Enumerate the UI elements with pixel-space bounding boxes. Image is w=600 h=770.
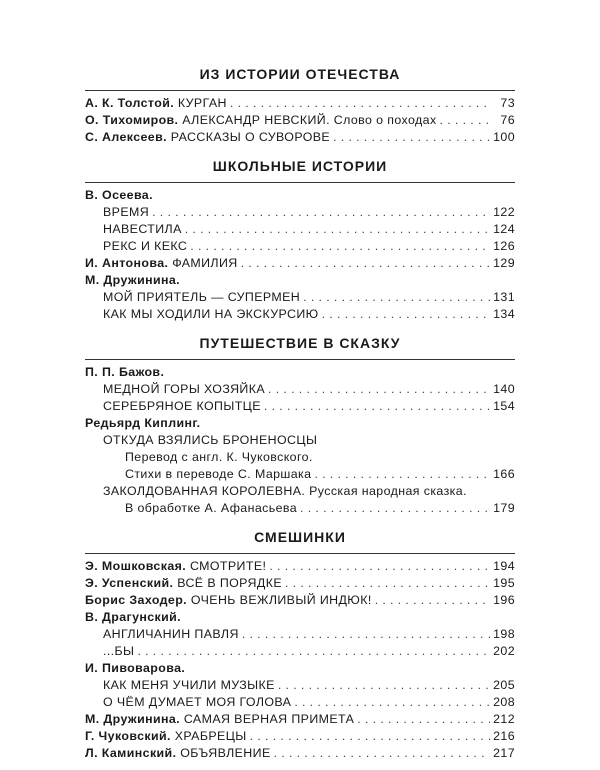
dot-leader: [190, 238, 490, 255]
dot-leader: [322, 306, 490, 323]
entry-title: САМАЯ ВЕРНАЯ ПРИМЕТА: [183, 712, 355, 726]
toc-entry[interactable]: [85, 558, 515, 575]
entry-text: [103, 221, 182, 238]
entry-author: Э. Мошковская.: [85, 559, 187, 573]
toc-entry[interactable]: [85, 694, 515, 711]
page-number: 216: [493, 729, 515, 743]
table-of-contents: [85, 62, 515, 770]
toc-entry[interactable]: [85, 204, 515, 221]
dot-leader: [440, 112, 490, 129]
entry-title: НАВЕСТИЛА: [103, 222, 182, 236]
page-number: 196: [493, 593, 515, 607]
entry-author: В. Осеева.: [85, 188, 153, 202]
entry-author: Редьярд Киплинг.: [85, 416, 201, 430]
section-title: ПУТЕШЕСТВИЕ В СКАЗКУ: [199, 335, 401, 351]
entry-text: [103, 694, 291, 711]
entry-text: [103, 204, 149, 221]
page-number: 140: [493, 382, 515, 396]
toc-entry[interactable]: [85, 677, 515, 694]
dot-leader: [300, 500, 490, 517]
entry-title: ...БЫ: [103, 644, 135, 658]
entry-title: ВСЁ В ПОРЯДКЕ: [177, 576, 282, 590]
page-number: 208: [493, 695, 515, 709]
author-heading: [85, 364, 515, 381]
entry-author: Э. Успенский.: [85, 576, 174, 590]
entry-note: В обработке А. Афанасьева: [125, 501, 298, 515]
dot-leader: [230, 95, 490, 112]
entry-text: [85, 416, 201, 430]
section-divider: [85, 359, 515, 360]
entry-text: [85, 112, 437, 129]
entry-author: И. Пивоварова.: [85, 661, 186, 675]
toc-entry: [85, 432, 515, 449]
dot-leader: [137, 643, 490, 660]
entry-note: Стихи в переводе С. Маршака: [125, 467, 312, 481]
entry-text: [85, 728, 247, 745]
entry-note: Перевод с англ. К. Чуковского.: [125, 450, 313, 464]
toc-section: [85, 331, 515, 517]
entry-title: ОБЪЯВЛЕНИЕ: [180, 746, 271, 760]
entry-author: Г. Чуковский.: [85, 729, 171, 743]
entry-title: ОЧЕНЬ ВЕЖЛИВЫЙ ИНДЮК!: [190, 593, 372, 607]
toc-entry[interactable]: [85, 500, 515, 517]
entry-title: КАК МЫ ХОДИЛИ НА ЭКСКУРСИЮ: [103, 307, 319, 321]
dot-leader: [333, 129, 490, 146]
toc-entry: [85, 449, 515, 466]
toc-entry[interactable]: [85, 221, 515, 238]
author-heading: [85, 609, 515, 626]
page-number: 122: [493, 205, 515, 219]
entry-author: С. Алексеев.: [85, 130, 167, 144]
entry-text: [103, 643, 134, 660]
entry-text: [103, 306, 319, 323]
toc-section: [85, 62, 515, 146]
entry-text: [85, 273, 180, 287]
page-number: 212: [493, 712, 515, 726]
entry-title: СЕРЕБРЯНОЕ КОПЫТЦЕ: [103, 399, 261, 413]
toc-entry[interactable]: [85, 626, 515, 643]
entry-title: ЗАКОЛДОВАННАЯ КОРОЛЕВНА. Русская народная сказка.: [103, 484, 467, 498]
page-number: 179: [493, 501, 515, 515]
entry-text: [85, 129, 330, 146]
entry-title: СМОТРИТЕ!: [189, 559, 267, 573]
author-heading: [85, 272, 515, 289]
entry-title: ХРАБРЕЦЫ: [174, 729, 247, 743]
section-divider: [85, 553, 515, 554]
dot-leader: [242, 626, 490, 643]
toc-entry[interactable]: [85, 466, 515, 483]
entry-author: М. Дружинина.: [85, 273, 181, 287]
dot-leader: [152, 204, 490, 221]
section-title: ШКОЛЬНЫЕ ИСТОРИИ: [212, 158, 388, 174]
entry-title: АНГЛИЧАНИН ПАВЛЯ: [103, 627, 239, 641]
dot-leader: [268, 381, 490, 398]
toc-section: [85, 154, 515, 323]
toc-entry[interactable]: [85, 711, 515, 728]
page-number: 195: [493, 576, 515, 590]
entry-text: [103, 238, 187, 255]
toc-entry[interactable]: [85, 728, 515, 745]
entry-author: Л. Каминский.: [85, 746, 177, 760]
entry-text: [125, 466, 311, 483]
entry-title: КУРГАН: [177, 96, 227, 110]
entry-title: О ЧЁМ ДУМАЕТ МОЯ ГОЛОВА: [103, 695, 292, 709]
entry-text: [85, 745, 271, 762]
entry-text: [103, 398, 261, 415]
toc-section: [85, 525, 515, 762]
dot-leader: [269, 558, 490, 575]
entry-text: [85, 575, 282, 592]
entry-text: [103, 433, 317, 447]
entry-title: ФАМИЛИЯ: [172, 256, 238, 270]
dot-leader: [375, 592, 490, 609]
dot-leader: [185, 221, 490, 238]
toc-entry[interactable]: [85, 129, 515, 146]
entry-text: [103, 626, 239, 643]
entry-author: М. Дружинина.: [85, 712, 181, 726]
section-divider: [85, 90, 515, 91]
entry-text: [85, 661, 185, 675]
toc-entry[interactable]: [85, 95, 515, 112]
entry-text: [103, 381, 265, 398]
dot-leader: [314, 466, 490, 483]
entry-text: [85, 610, 181, 624]
page-number: 194: [493, 559, 515, 573]
page-number: 129: [493, 256, 515, 270]
entry-text: [103, 677, 275, 694]
page-number: 100: [493, 130, 515, 144]
toc-entry[interactable]: [85, 255, 515, 272]
section-title: ИЗ ИСТОРИИ ОТЕЧЕСТВА: [199, 66, 401, 82]
dot-leader: [278, 677, 490, 694]
entry-text: [85, 255, 238, 272]
dot-leader: [285, 575, 490, 592]
page-number: 126: [493, 239, 515, 253]
toc-entry[interactable]: [85, 112, 515, 129]
author-heading: [85, 187, 515, 204]
entry-title: ОТКУДА ВЗЯЛИСЬ БРОНЕНОСЦЫ: [103, 433, 318, 447]
page-number: 131: [493, 290, 515, 304]
entry-title: МЕДНОЙ ГОРЫ ХОЗЯЙКА: [103, 382, 266, 396]
dot-leader: [294, 694, 490, 711]
entry-title: КАК МЕНЯ УЧИЛИ МУЗЫКЕ: [103, 678, 275, 692]
toc-entry[interactable]: [85, 289, 515, 306]
toc-entry[interactable]: [85, 745, 515, 762]
entry-author: И. Антонова.: [85, 256, 169, 270]
section-divider: [85, 182, 515, 183]
page-number: 154: [493, 399, 515, 413]
dot-leader: [241, 255, 490, 272]
page-number: 134: [493, 307, 515, 321]
page-number: 217: [493, 746, 515, 760]
toc-entry: [85, 483, 515, 500]
page-number: 124: [493, 222, 515, 236]
entry-text: [85, 95, 227, 112]
toc-entry[interactable]: [85, 643, 515, 660]
author-heading: [85, 415, 515, 432]
toc-entry[interactable]: [85, 306, 515, 323]
dot-leader: [303, 289, 490, 306]
entry-title: АЛЕКСАНДР НЕВСКИЙ. Слово о походах: [182, 113, 437, 127]
page-number: 205: [493, 678, 515, 692]
entry-text: [85, 558, 266, 575]
page-number: 76: [500, 113, 515, 127]
entry-text: [85, 711, 354, 728]
entry-author: П. П. Бажов.: [85, 365, 165, 379]
dot-leader: [357, 711, 490, 728]
section-title: СМЕШИНКИ: [254, 529, 346, 545]
entry-text: [85, 188, 153, 202]
entry-text: [125, 450, 313, 464]
page-number: 198: [493, 627, 515, 641]
entry-text: [125, 500, 297, 517]
toc-entry[interactable]: [85, 238, 515, 255]
author-heading: [85, 660, 515, 677]
dot-leader: [264, 398, 490, 415]
page-number: 202: [493, 644, 515, 658]
entry-title: ВРЕМЯ: [103, 205, 150, 219]
entry-text: [103, 484, 467, 498]
toc-entry[interactable]: [85, 592, 515, 609]
entry-text: [85, 592, 372, 609]
entry-text: [85, 365, 164, 379]
page-number: 166: [493, 467, 515, 481]
entry-author: Борис Заходер.: [85, 593, 188, 607]
entry-author: В. Драгунский.: [85, 610, 182, 624]
entry-title: РЕКС И КЕКС: [103, 239, 188, 253]
dot-leader: [274, 745, 490, 762]
dot-leader: [250, 728, 490, 745]
page-number: 73: [500, 96, 515, 110]
toc-entry[interactable]: [85, 398, 515, 415]
toc-entry[interactable]: [85, 381, 515, 398]
entry-title: РАССКАЗЫ О СУВОРОВЕ: [170, 130, 331, 144]
entry-text: [103, 289, 300, 306]
toc-entry[interactable]: [85, 575, 515, 592]
entry-title: МОЙ ПРИЯТЕЛЬ — СУПЕРМЕН: [103, 290, 301, 304]
entry-author: О. Тихомиров.: [85, 113, 179, 127]
entry-author: А. К. Толстой.: [85, 96, 175, 110]
